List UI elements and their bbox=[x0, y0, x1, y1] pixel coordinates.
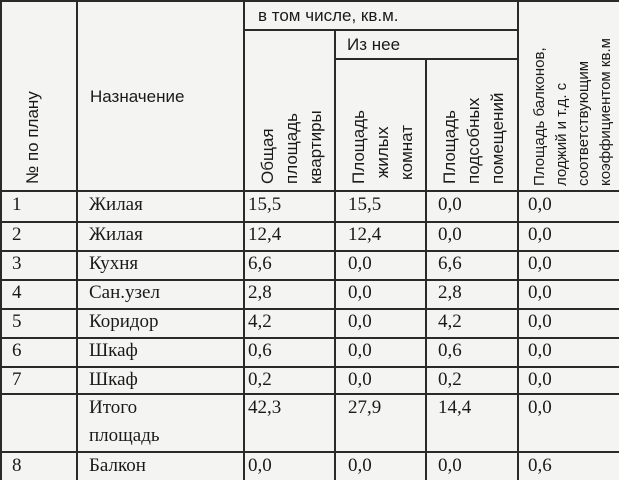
balcony-row-total: 0,0 bbox=[248, 455, 272, 476]
header-total-area-line1: Общая bbox=[258, 128, 277, 184]
row-name: Коридор bbox=[89, 311, 159, 332]
row-aux-area: 0,0 bbox=[438, 194, 462, 215]
row-number: 6 bbox=[12, 340, 22, 361]
row-total-area: 12,4 bbox=[248, 224, 282, 245]
row-name: Жилая bbox=[89, 194, 143, 215]
row-aux-area: 0,6 bbox=[438, 340, 462, 361]
row-aux-area: 6,6 bbox=[438, 253, 462, 274]
row-living-area: 12,4 bbox=[348, 224, 382, 245]
rule bbox=[334, 29, 336, 480]
header-aux-line1: Площадь bbox=[440, 109, 459, 184]
rule bbox=[0, 451, 619, 453]
balcony-row-balcony: 0,6 bbox=[528, 455, 552, 476]
rule bbox=[0, 279, 619, 281]
rule bbox=[0, 366, 619, 368]
row-balcony-area: 0,0 bbox=[528, 340, 552, 361]
balcony-row-living: 0,0 bbox=[348, 455, 372, 476]
row-name: Жилая bbox=[89, 224, 143, 245]
row-balcony-area: 0,0 bbox=[528, 224, 552, 245]
row-number: 5 bbox=[12, 311, 22, 332]
balcony-row-number: 8 bbox=[12, 455, 22, 476]
rule bbox=[243, 29, 517, 31]
rule bbox=[0, 221, 619, 223]
row-living-area: 0,0 bbox=[348, 311, 372, 332]
row-living-area: 0,0 bbox=[348, 282, 372, 303]
row-total-area: 2,8 bbox=[248, 282, 272, 303]
row-aux-area: 4,2 bbox=[438, 311, 462, 332]
rule bbox=[0, 0, 619, 2]
row-number: 7 bbox=[12, 369, 22, 390]
header-subgroup-label: Из нее bbox=[347, 35, 401, 54]
header-living-line3: комнат bbox=[397, 124, 416, 180]
header-balcony-line2: лоджий и т.д. с bbox=[553, 82, 570, 186]
row-name: Сан.узел bbox=[89, 282, 160, 303]
row-balcony-area: 0,0 bbox=[528, 282, 552, 303]
header-purpose: Назначение bbox=[90, 87, 185, 106]
row-aux-area: 0,0 bbox=[438, 224, 462, 245]
header-total-area-line2: площадь bbox=[282, 113, 301, 184]
row-balcony-area: 0,0 bbox=[528, 369, 552, 390]
row-living-area: 15,5 bbox=[348, 194, 382, 215]
row-name: Шкаф bbox=[89, 369, 138, 390]
header-total-area-line3: квартиры bbox=[306, 110, 325, 184]
header-aux-line2: подсобных bbox=[464, 97, 483, 184]
row-number: 4 bbox=[12, 282, 22, 303]
row-name: Шкаф bbox=[89, 340, 138, 361]
rule bbox=[0, 393, 619, 395]
total-aux-value: 14,4 bbox=[438, 397, 472, 418]
row-aux-area: 0,2 bbox=[438, 369, 462, 390]
header-balcony-line1: Площадь балконов, bbox=[531, 47, 548, 186]
header-group-label: в том числе, кв.м. bbox=[258, 6, 399, 25]
rule bbox=[0, 0, 2, 480]
balcony-row-name: Балкон bbox=[89, 455, 146, 476]
rule bbox=[0, 308, 619, 310]
row-total-area: 15,5 bbox=[248, 194, 282, 215]
row-living-area: 0,0 bbox=[348, 253, 372, 274]
rule bbox=[243, 0, 245, 480]
row-living-area: 0,0 bbox=[348, 340, 372, 361]
total-balcony-value: 0,0 bbox=[528, 397, 552, 418]
header-aux-line3: помещений bbox=[488, 92, 507, 184]
row-total-area: 0,6 bbox=[248, 340, 272, 361]
header-living-line2: жилых bbox=[373, 126, 392, 178]
rule bbox=[0, 250, 619, 252]
header-living-line1: Площадь bbox=[349, 109, 368, 184]
row-number: 1 bbox=[12, 194, 22, 215]
rule bbox=[517, 0, 519, 480]
row-name: Кухня bbox=[89, 253, 139, 274]
header-plan-number: № по плану bbox=[23, 91, 42, 184]
rule bbox=[0, 190, 619, 192]
row-number: 2 bbox=[12, 224, 22, 245]
rule bbox=[76, 0, 78, 480]
row-balcony-area: 0,0 bbox=[528, 311, 552, 332]
row-total-area: 4,2 bbox=[248, 311, 272, 332]
row-balcony-area: 0,0 bbox=[528, 253, 552, 274]
row-balcony-area: 0,0 bbox=[528, 194, 552, 215]
row-living-area: 0,0 bbox=[348, 369, 372, 390]
row-number: 3 bbox=[12, 253, 22, 274]
total-living-value: 27,9 bbox=[348, 397, 382, 418]
total-label-line2: площадь bbox=[89, 425, 160, 446]
row-total-area: 0,2 bbox=[248, 369, 272, 390]
balcony-row-aux: 0,0 bbox=[438, 455, 462, 476]
row-aux-area: 2,8 bbox=[438, 282, 462, 303]
rule bbox=[425, 58, 427, 480]
header-balcony-line3: соответствующим bbox=[575, 60, 592, 186]
row-total-area: 6,6 bbox=[248, 253, 272, 274]
total-label-line1: Итого bbox=[89, 397, 138, 418]
header-balcony-line4: коэффициентом кв.м bbox=[597, 38, 614, 186]
total-area-value: 42,3 bbox=[248, 397, 282, 418]
rule bbox=[0, 337, 619, 339]
